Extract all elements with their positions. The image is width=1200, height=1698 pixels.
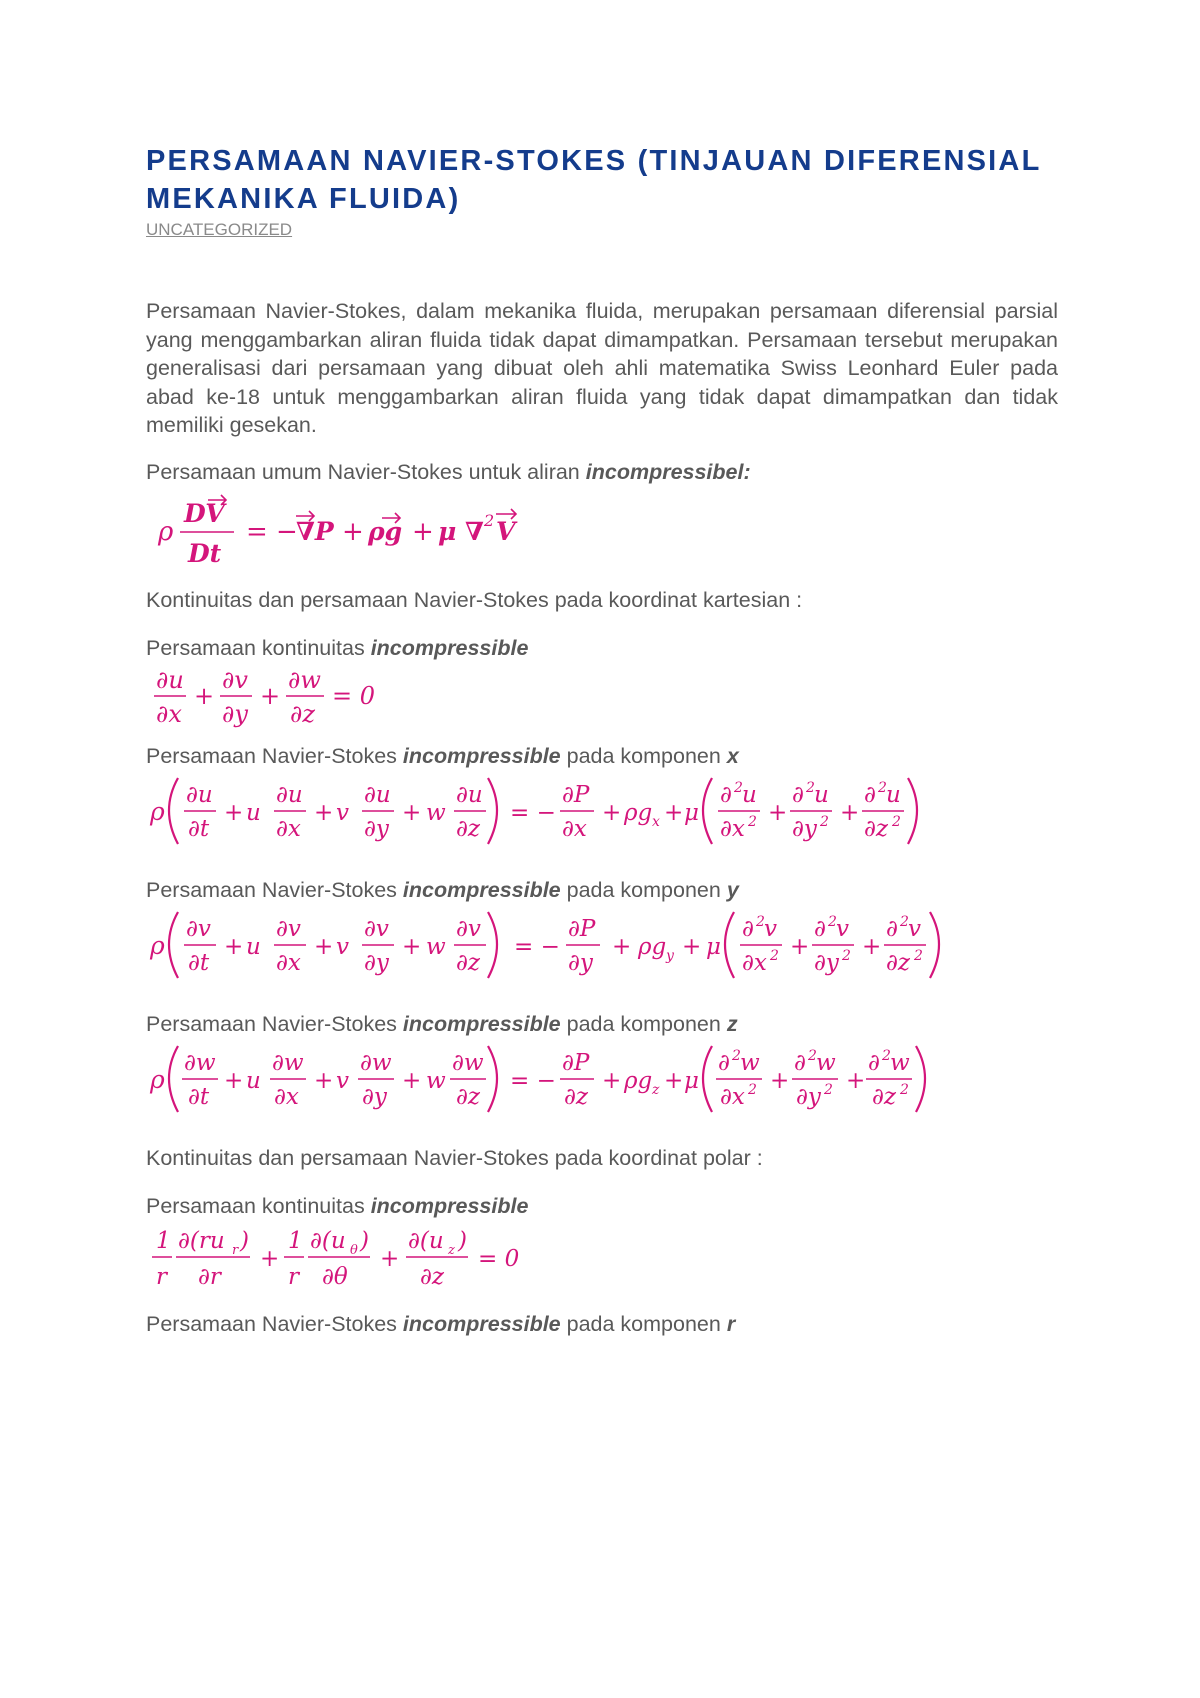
svg-text:= −: = − — [510, 1067, 556, 1094]
svg-text:ρg: ρg — [624, 799, 653, 826]
svg-text:∂: ∂ — [742, 915, 754, 942]
svg-text:∂w: ∂w — [452, 1049, 484, 1076]
svg-text:2: 2 — [842, 947, 851, 964]
svg-text:2: 2 — [900, 1081, 909, 1098]
svg-text:+: + — [224, 799, 244, 826]
svg-text:∂w: ∂w — [184, 1049, 216, 1076]
svg-text:∂x: ∂x — [276, 815, 301, 842]
svg-text:∂x: ∂x — [156, 699, 182, 728]
equation-continuity-cartesian-svg — [146, 662, 406, 728]
svg-text:∂v: ∂v — [186, 915, 211, 942]
svg-text:∂: ∂ — [864, 781, 876, 808]
general-label: Persamaan umum Navier-Stokes untuk aliran incompressibel: — [146, 459, 751, 484]
svg-text:+: + — [402, 1067, 422, 1094]
svg-text:V: V — [496, 516, 516, 546]
polar-heading: Kontinuitas dan persamaan Navier-Stokes pada koordinat polar : — [146, 1145, 763, 1170]
svg-text:+: + — [682, 933, 702, 960]
svg-text:v: v — [908, 915, 921, 942]
svg-text:∂y: ∂y — [222, 699, 248, 728]
svg-text:+: + — [612, 933, 632, 960]
svg-text:= −: = − — [510, 799, 556, 826]
svg-text:∂P: ∂P — [562, 1049, 590, 1076]
category-link[interactable]: UNCATEGORIZED — [146, 220, 293, 239]
svg-text:∂x: ∂x — [276, 949, 301, 976]
svg-text:w: w — [740, 1049, 760, 1076]
svg-text:+: + — [862, 933, 882, 960]
svg-text:∂: ∂ — [718, 1049, 730, 1076]
svg-text:2: 2 — [748, 813, 757, 830]
svg-text:+: + — [260, 681, 281, 710]
svg-text:∂: ∂ — [868, 1049, 880, 1076]
svg-text:2: 2 — [732, 1047, 741, 1064]
svg-text:= 0: = 0 — [478, 1245, 520, 1272]
svg-text:∂v: ∂v — [276, 915, 301, 942]
svg-text:+: + — [194, 681, 215, 710]
svg-text:+: + — [790, 933, 810, 960]
svg-text:v: v — [336, 933, 349, 960]
svg-text:2: 2 — [748, 1081, 757, 1098]
cartesian-heading: Kontinuitas dan persamaan Navier-Stokes pada koordinat kartesian : — [146, 587, 803, 612]
svg-text:∂y: ∂y — [362, 1083, 387, 1110]
svg-text:∂(u: ∂(u — [408, 1227, 444, 1254]
svg-text:v: v — [336, 1067, 349, 1094]
svg-text:+: + — [770, 1067, 790, 1094]
svg-text:∂z: ∂z — [290, 699, 316, 728]
svg-text:∂(ru: ∂(ru — [178, 1227, 225, 1254]
svg-text:2: 2 — [808, 1047, 817, 1064]
svg-text:2: 2 — [756, 913, 765, 930]
svg-text:1: 1 — [288, 1227, 303, 1254]
svg-text:∂: ∂ — [720, 781, 732, 808]
svg-text:+: + — [314, 933, 334, 960]
svg-text:ρg: ρg — [638, 933, 667, 960]
svg-text:2: 2 — [824, 1081, 833, 1098]
svg-text:∂y: ∂y — [364, 949, 389, 976]
ns-r-label: Persamaan Navier-Stokes incompressible pada komponen r — [146, 1311, 736, 1336]
svg-text:): ) — [360, 1227, 369, 1254]
equation-continuity-cartesian — [146, 662, 1058, 728]
svg-text:∂t: ∂t — [188, 815, 210, 842]
svg-text:2: 2 — [914, 947, 923, 964]
svg-text:∂u: ∂u — [456, 781, 483, 808]
equation-ns-x — [146, 770, 1058, 852]
svg-text:μ: μ — [684, 799, 699, 826]
svg-text:∂θ: ∂θ — [322, 1263, 348, 1290]
svg-text:= −: = − — [514, 933, 560, 960]
equation-general — [146, 486, 1058, 568]
svg-text:ρ: ρ — [150, 930, 165, 960]
equation-continuity-polar — [146, 1220, 1058, 1292]
svg-text:r: r — [232, 1242, 239, 1258]
svg-text:∂P: ∂P — [568, 915, 596, 942]
svg-text:v: v — [336, 799, 349, 826]
svg-text:2: 2 — [878, 779, 887, 796]
ns-z-label: Persamaan Navier-Stokes incompressible pada komponen z — [146, 1011, 738, 1036]
svg-text:+: + — [314, 1067, 334, 1094]
svg-text:∂u: ∂u — [186, 781, 213, 808]
svg-text:2: 2 — [900, 913, 909, 930]
svg-text:+: + — [224, 933, 244, 960]
svg-text:+: + — [846, 1067, 866, 1094]
svg-text:2: 2 — [828, 913, 837, 930]
svg-text:∂y: ∂y — [796, 1083, 821, 1110]
svg-text:∇P: ∇P — [296, 516, 334, 546]
svg-text:∂t: ∂t — [188, 1083, 210, 1110]
svg-text:x: x — [652, 813, 660, 830]
svg-text:2: 2 — [892, 813, 901, 830]
svg-text:∂: ∂ — [886, 915, 898, 942]
equation-ns-y — [146, 904, 1058, 986]
svg-text:+: + — [664, 799, 684, 826]
svg-text:u: u — [246, 799, 261, 826]
svg-text:∂u: ∂u — [156, 665, 184, 694]
equation-ns-z — [146, 1038, 1058, 1120]
page-title: PERSAMAAN NAVIER-STOKES (TINJAUAN DIFERENSIAL MEKANIKA FLUIDA) — [146, 145, 1041, 215]
svg-text:∂(u: ∂(u — [310, 1227, 346, 1254]
svg-text:∂z: ∂z — [872, 1083, 897, 1110]
intro-paragraph: Persamaan Navier-Stokes, dalam mekanika fluida, merupakan persamaan diferensial parsial yang menggambarkan aliran fluida tidak dapat dimampatkan. Persamaan tersebut merupakan generalisasi dari persamaan yang dibuat oleh ahli matematika Swiss Leonhard Euler pada abad ke-18 untuk menggambarkan aliran fluida yang tidak dapat dimampatkan dan tidak memiliki gesekan. — [146, 299, 1058, 437]
svg-text:y: y — [666, 947, 674, 964]
svg-text:∂z: ∂z — [564, 1083, 589, 1110]
svg-text:u: u — [886, 781, 901, 808]
svg-text:+: + — [314, 799, 334, 826]
equation-ns-y-svg — [146, 904, 986, 986]
svg-text:2: 2 — [770, 947, 779, 964]
ns-y-label: Persamaan Navier-Stokes incompressible pada komponen y — [146, 877, 739, 902]
svg-text:z: z — [652, 1081, 660, 1098]
svg-text:z: z — [448, 1242, 455, 1258]
svg-text:r: r — [156, 1263, 167, 1290]
svg-text:2: 2 — [882, 1047, 891, 1064]
svg-text:∂x: ∂x — [742, 949, 767, 976]
svg-text:∂z: ∂z — [456, 949, 481, 976]
equation-continuity-polar-svg — [146, 1220, 566, 1292]
svg-text:u: u — [742, 781, 757, 808]
svg-text:2: 2 — [806, 779, 815, 796]
svg-text:μ: μ — [684, 1067, 699, 1094]
svg-text:+: + — [840, 799, 860, 826]
svg-text:∂z: ∂z — [420, 1263, 445, 1290]
svg-text:w: w — [426, 1067, 446, 1094]
svg-text:+: + — [412, 516, 434, 547]
svg-text:+: + — [768, 799, 788, 826]
svg-text:∂v: ∂v — [456, 915, 481, 942]
continuity-label: Persamaan kontinuitas incompressible — [146, 635, 529, 660]
svg-text:+: + — [224, 1067, 244, 1094]
svg-text:∂x: ∂x — [274, 1083, 299, 1110]
svg-text:∂y: ∂y — [568, 949, 593, 976]
svg-text:2: 2 — [734, 779, 743, 796]
continuity-polar-label: Persamaan kontinuitas incompressible — [146, 1193, 529, 1218]
svg-text:w: w — [426, 799, 446, 826]
svg-text:Dt: Dt — [188, 538, 222, 568]
svg-text:u: u — [246, 933, 261, 960]
svg-text:∂y: ∂y — [792, 815, 817, 842]
svg-text:+: + — [402, 799, 422, 826]
svg-text:+: + — [380, 1245, 400, 1272]
svg-text:DV: DV — [184, 498, 225, 528]
svg-text:∂t: ∂t — [188, 949, 210, 976]
svg-text:v: v — [836, 915, 849, 942]
svg-text:∂z: ∂z — [456, 815, 481, 842]
article — [146, 142, 1058, 1338]
svg-text:+: + — [602, 1067, 622, 1094]
svg-text:∂x: ∂x — [562, 815, 587, 842]
ns-x-label: Persamaan Navier-Stokes incompressible pada komponen x — [146, 743, 739, 768]
svg-text:∂z: ∂z — [456, 1083, 481, 1110]
svg-text:ρ: ρ — [150, 796, 165, 826]
svg-text:2: 2 — [484, 510, 495, 530]
svg-text:ρg: ρg — [368, 516, 403, 546]
equation-general-svg — [146, 486, 546, 568]
svg-text:1: 1 — [156, 1227, 171, 1254]
svg-text:μ: μ — [706, 933, 721, 960]
svg-text:μ ∇: μ ∇ — [438, 516, 484, 546]
svg-text:∂w: ∂w — [360, 1049, 392, 1076]
svg-text:r: r — [288, 1263, 299, 1290]
svg-text:∂x: ∂x — [720, 815, 745, 842]
svg-text:∂v: ∂v — [364, 915, 389, 942]
svg-text:∂z: ∂z — [864, 815, 889, 842]
svg-text:∂r: ∂r — [198, 1263, 221, 1290]
svg-text:u: u — [246, 1067, 261, 1094]
svg-text:v: v — [764, 915, 777, 942]
svg-text:ρ: ρ — [158, 516, 174, 547]
equation-ns-z-svg — [146, 1038, 966, 1120]
svg-text:∂: ∂ — [792, 781, 804, 808]
svg-text:): ) — [458, 1227, 467, 1254]
svg-text:= −: = − — [246, 516, 298, 547]
svg-text:+: + — [342, 516, 364, 547]
svg-text:∂P: ∂P — [562, 781, 590, 808]
equation-ns-x-svg — [146, 770, 966, 852]
svg-text:): ) — [240, 1227, 249, 1254]
svg-text:∂: ∂ — [814, 915, 826, 942]
svg-text:∂z: ∂z — [886, 949, 911, 976]
svg-text:+: + — [602, 799, 622, 826]
svg-text:θ: θ — [350, 1242, 358, 1258]
svg-text:∂: ∂ — [794, 1049, 806, 1076]
svg-text:∂u: ∂u — [276, 781, 303, 808]
svg-text:w: w — [890, 1049, 910, 1076]
svg-text:∂u: ∂u — [364, 781, 391, 808]
svg-text:w: w — [816, 1049, 836, 1076]
svg-text:ρ: ρ — [150, 1064, 165, 1094]
svg-text:∂y: ∂y — [814, 949, 839, 976]
svg-text:∂x: ∂x — [720, 1083, 745, 1110]
svg-text:w: w — [426, 933, 446, 960]
svg-text:= 0: = 0 — [332, 681, 376, 710]
svg-text:∂w: ∂w — [288, 665, 321, 694]
svg-text:u: u — [814, 781, 829, 808]
svg-text:+: + — [664, 1067, 684, 1094]
svg-text:+: + — [260, 1245, 280, 1272]
svg-text:∂v: ∂v — [222, 665, 248, 694]
svg-text:+: + — [402, 933, 422, 960]
svg-text:∂w: ∂w — [272, 1049, 304, 1076]
svg-text:ρg: ρg — [624, 1067, 653, 1094]
svg-text:2: 2 — [820, 813, 829, 830]
svg-text:∂y: ∂y — [364, 815, 389, 842]
